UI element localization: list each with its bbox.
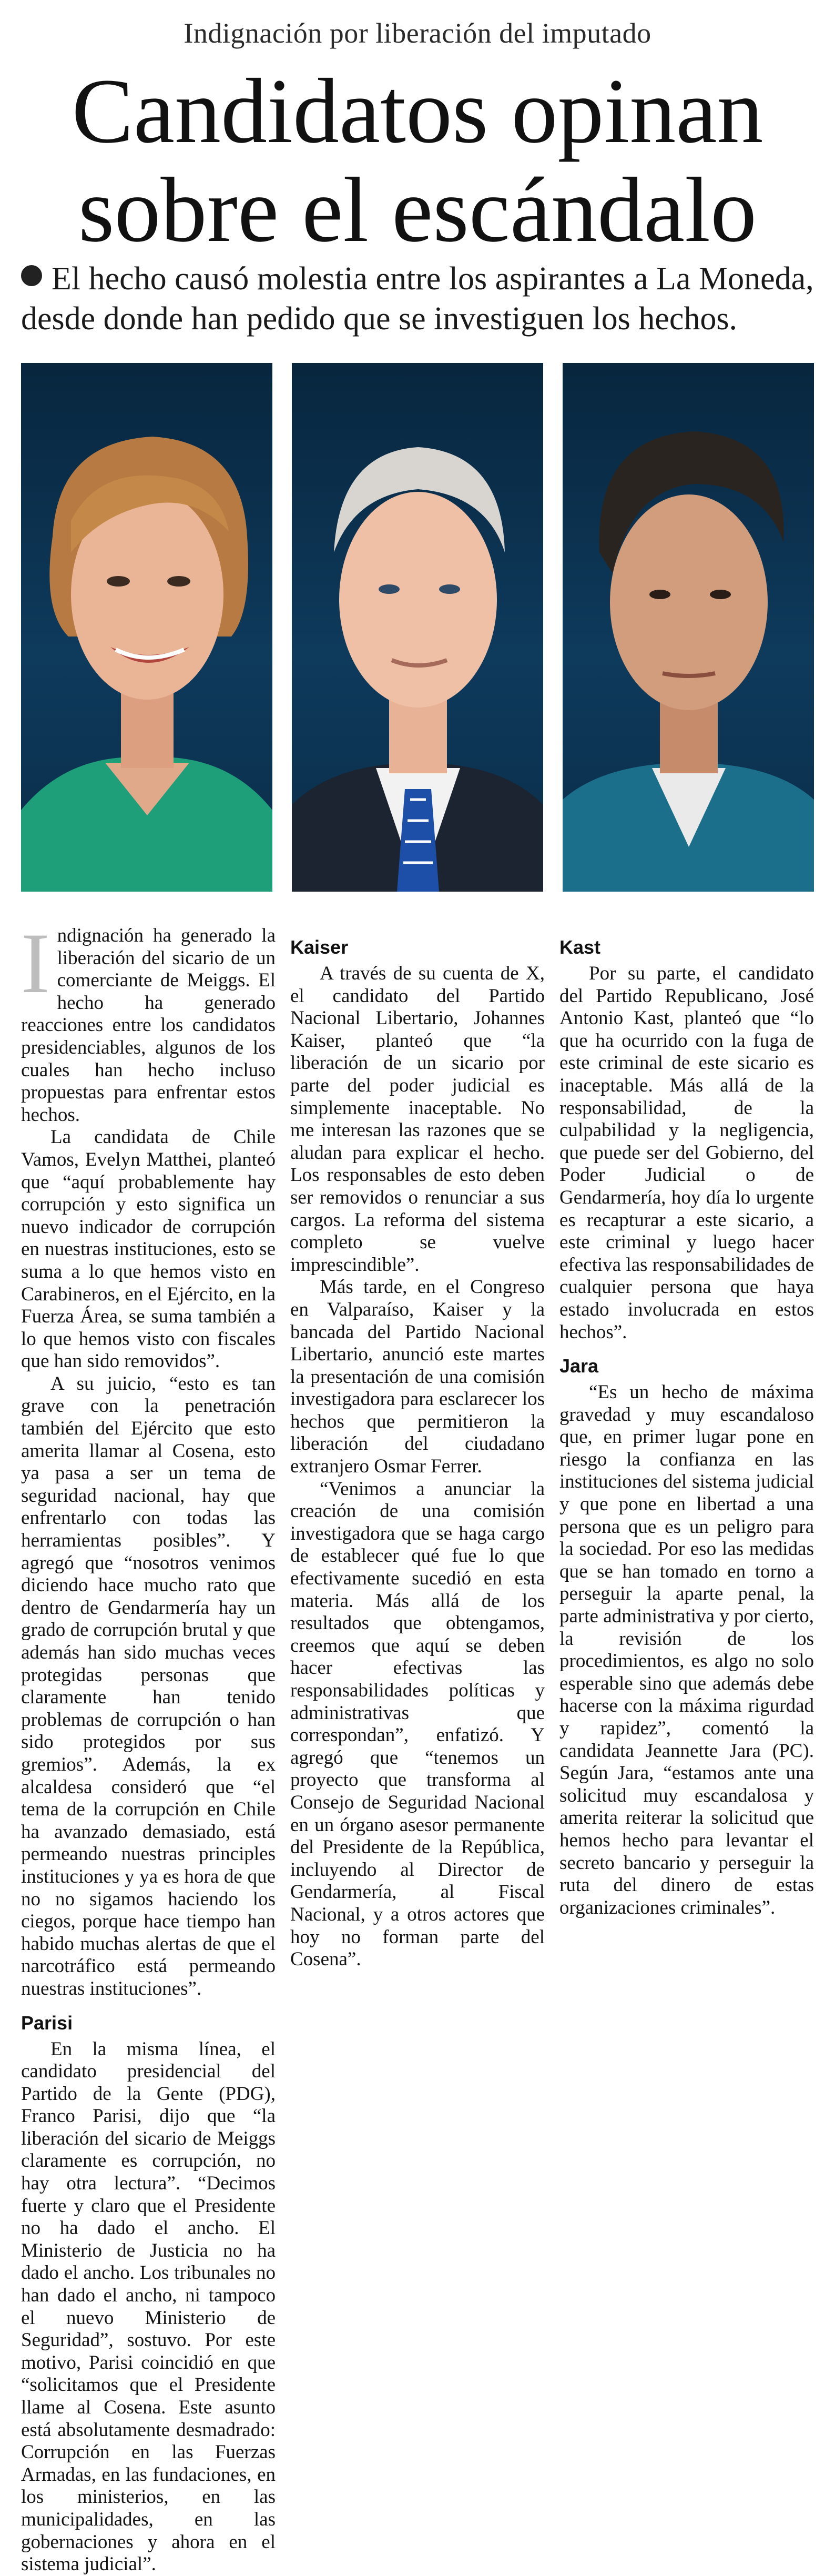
paragraph-intro [21,916,276,1126]
paragraph-kast: Por su parte, el candidato del Partido Republicano, José Antonio Kast, planteó que “lo que ha ocurrido con la fuga de este criminal de este sicario es inaceptable. Más allá de la responsabilidad, de la culpabilidad y la negligencia, que puede ser del Gobierno, del Poder Judicial o de Gendarmería, hoy día lo urgente es recapturar a este sicario, a este criminal y luego hacer efectiva las responsabilidades de cualquier persona que haya estado involucrada en estos hechos”. [559,963,814,1343]
paragraph-intro-text: ndignación ha generado la liberación del sicario de un comerciante de Meiggs. El hecho ha generado reacciones entre los candidatos presidenciables, algunos de los cuales han hecho incluso propuestas para enfrentar estos hechos. [21,925,276,1126]
paragraph-kaiser: A través de su cuenta de X, el candidato del Partido Nacional Libertario, Johannes Kaiser, planteó que “la liberación de un sicario por parte del poder judicial es simplemente inaceptable. No me interesan las razones que se aludan para explicar el hecho. Los responsables de esto deben ser removidos o renunciar a sus cargos. La reforma del sistema completo se vuelve imprescindible”. [290,963,545,1276]
paragraph-jara: “Es un hecho de máxima gravedad y muy escandaloso que, en primer lugar pone en riesgo la confianza en las instituciones del sistema judicial y que pone en libertad a una persona que es un peligro para la sociedad. Por eso las medidas que se han tomado en torno a perseguir la aparte penal, la parte administrativa y por cierto, la revisión de los procedimientos, es algo no solo esperable sino que además debe hacerse con la máxima rigurdad y rapidez”, comentó la candidata Jeannette Jara (PC). Según Jara, “estamos ante una solicitud muy escandalosa y amerita reiterar la solicitud que hemos hecho para levantar el secreto bancario y perseguir la ruta del dinero de estas organizaciones criminales”. [559,1381,814,1918]
portrait-man-suit-icon [292,363,543,892]
photo-strip [21,363,814,892]
bullet-icon [21,265,42,286]
paragraph-kaiser-3: “Venimos a anunciar la creación de una comisión investigadora que se haga cargo de establecer qué fue lo que efectivamente sucedió en esta materia. Más allá de los resultados que obtengamos, creemos que aquí se deben hacer efectivas las responsabilidades políticas y administrativas que correspondan”, enfatizó. Y agregó que “tenemos un proyecto que transforma al Consejo de Seguridad Nacional en un órgano asesor permanente del Presidente de la República, incluyendo al Director de Gendarmería, al Fiscal Nacional, y a otros actores que hoy no forman parte del Cosena”. [290,1478,545,1971]
subhead-jara: Jara [559,1355,599,1377]
dek-text: El hecho causó molestia entre los aspirantes a La Moneda, desde donde han pedido que se investiguen los hechos. [21,261,814,337]
article-column-1 [21,916,276,2576]
photo-candidate-2 [292,363,543,892]
drop-cap: I [21,916,50,1011]
subhead-kast: Kast [559,936,601,958]
dek [21,259,814,339]
subhead-kaiser: Kaiser [290,936,349,958]
portrait-man-casual-icon [563,363,814,892]
article-column-3 [559,925,814,2576]
paragraph-parisi: En la misma línea, el candidato presidencial del Partido de la Gente (PDG), Franco Parisi, dijo que “la liberación del sicario de Meiggs claramente es corrupción, no hay otra lectura”. “Decimos fuerte y claro que el Presidente no ha dado el ancho. El Ministerio de Justicia no ha dado el ancho. Los tribunales no han dado el ancho, ni tampoco el nuevo Ministerio de Seguridad”, sostuvo. Por este motivo, Parisi coincidió en que “solicitamos que el Presidente llame al Cosena. Este asunto está absolutamente desmadrado: Corrupción en las Fuerzas Armadas, en las fundaciones, en los ministerios, en las municipalidades, en las gobernaciones y ahora en el sistema judicial”. [21,2038,276,2575]
paragraph-matthei: La candidata de Chile Vamos, Evelyn Matthei, planteó que “aquí probablemente hay corrupción y esto significa un nuevo indicador de corrupción en nuestras instituciones, esto se suma a lo que hemos visto en Carabineros, en el Ejército, en la Fuerza Área, se suma también a lo que hemos visto con fiscales que han sido removidos”. [21,1126,276,1372]
kicker: Indignación por liberación del imputado [184,17,651,49]
headline [21,62,814,260]
headline-line-1: Candidatos opinan [72,60,763,163]
headline-line-2: sobre el escándalo [78,159,757,261]
paragraph-matthei-2: A su juicio, “esto es tan grave con la penetración también del Ejército que esto amerita llamar al Cosena, esto ya pasa a ser un tema de seguridad nacional, hay que enfrentarlo con todas las herramientas posibles”. Y agregó que “nosotros venimos diciendo hace mucho rato que dentro de Gendarmería hay un grado de corrupción brutal y que además han sido muchas veces protegidas personas que claramente han tenido problemas de corrupción o han sido protegidos por sus gremios”. Además, la ex alcaldesa consideró que “el tema de la corrupción en Chile ha avanzado demasiado, está permeando nuestras principles instituciones y ya es hora de que no no sigamos haciendo los ciegos, porque hace tiempo han habido muchas alertas de que el narcotráfico está permeando nuestras instituciones”. [21,1372,276,1999]
article-body [21,916,814,2576]
photo-candidate-3 [563,363,814,892]
subhead-parisi: Parisi [21,2012,73,2034]
article-column-2 [290,925,545,2576]
photo-candidate-1 [21,363,272,892]
paragraph-kaiser-2: Más tarde, en el Congreso en Valparaíso, Kaiser y la bancada del Partido Nacional Libertario, anunció este martes la presentación de una comisión investigadora para esclarecer los hechos que permitieron la liberación del ciudadano extranjero Osmar Ferrer. [290,1276,545,1478]
portrait-woman-icon [21,363,272,892]
